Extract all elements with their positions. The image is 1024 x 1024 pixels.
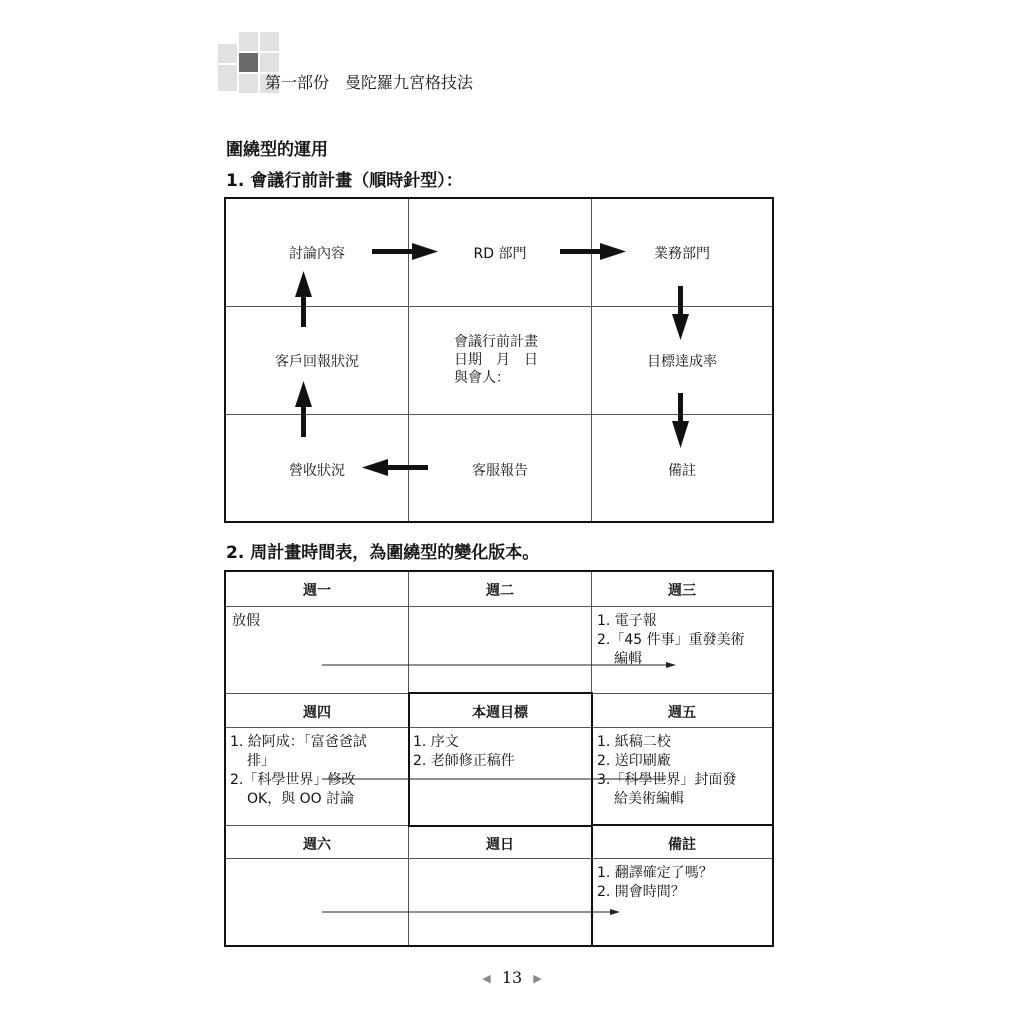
left-triangle-icon: ◀ [482,972,491,985]
weekly-schedule-table [224,570,774,947]
goal-line-1: 1. 序文 [413,734,459,750]
arrow-up-icon [295,381,312,437]
goal-line-2: 2. 老師修正稿件 [413,753,515,769]
notes-line-2: 2. 開會時間？ [597,884,685,900]
wed-line-3: 編輯 [614,651,642,667]
header-tue: 週二 [486,583,514,599]
flow-arrows [226,199,772,521]
arrow-right-icon [560,243,626,260]
cell-discussion: 討論內容 [289,246,345,262]
center-line-3: 與會人： [454,370,510,386]
fri-line-4: 給美術編輯 [614,791,684,807]
timeline-arrows [226,572,772,945]
timeline-arrow-icon [322,662,676,668]
header-wed: 週三 [668,583,696,599]
thu-line-2: 排」 [247,753,275,769]
wed-line-2: 2.「45 件事」重發美術 [597,632,745,648]
wed-line-1: 1. 電子報 [597,613,657,629]
cell-customer-feedback: 客戶回報狀況 [275,354,359,370]
thu-line-1: 1. 給阿成：「富爸爸試 [230,734,367,750]
cell-sales-dept: 業務部門 [654,246,710,262]
meeting-plan-diagram [224,197,774,523]
header-weekly-goal: 本週目標 [472,705,528,721]
mon-body: 放假 [232,613,260,629]
header-notes: 備註 [668,837,696,853]
header-fri: 週五 [668,705,696,721]
cell-rd-dept: RD 部門 [473,246,527,262]
header-mon: 週一 [303,583,331,599]
right-triangle-icon: ▶ [533,972,542,985]
center-line-2: 日期 月 日 [454,352,538,368]
notes-line-1: 1. 翻譯確定了嗎？ [597,865,713,881]
item2-title: 2. 周計畫時間表，為圍繞型的變化版本。 [226,543,540,563]
arrow-left-icon [362,459,428,476]
fri-line-1: 1. 紙稿二校 [597,734,671,750]
arrow-down-icon [672,393,689,448]
cell-revenue: 營收狀況 [289,463,345,479]
page-number [0,968,1024,987]
chapter-title: 第一部份 曼陀羅九宮格技法 [265,73,474,92]
section-title: 圍繞型的運用 [226,140,328,160]
header-sun: 週日 [486,837,514,853]
cell-target-rate: 目標達成率 [647,354,717,370]
page-number-text: 13 [501,968,523,987]
header-sat: 週六 [303,837,331,853]
cell-notes: 備註 [668,463,696,479]
center-line-1: 會議行前計畫 [454,334,538,350]
fri-line-3: 3.「科學世界」封面發 [597,772,737,788]
item1-title: 1. 會議行前計畫（順時針型）： [226,171,463,191]
thu-line-4: OK，與 OO 討論 [247,791,355,807]
thu-line-3: 2.「科學世界」修改 [230,772,356,788]
header-thu: 週四 [303,705,331,721]
cell-service-report: 客服報告 [472,463,528,479]
fri-line-2: 2. 送印刷廠 [597,753,671,769]
arrow-up-icon [295,271,312,327]
arrow-right-icon [372,243,438,260]
arrow-down-icon [672,286,689,340]
timeline-arrow-icon [322,909,620,915]
